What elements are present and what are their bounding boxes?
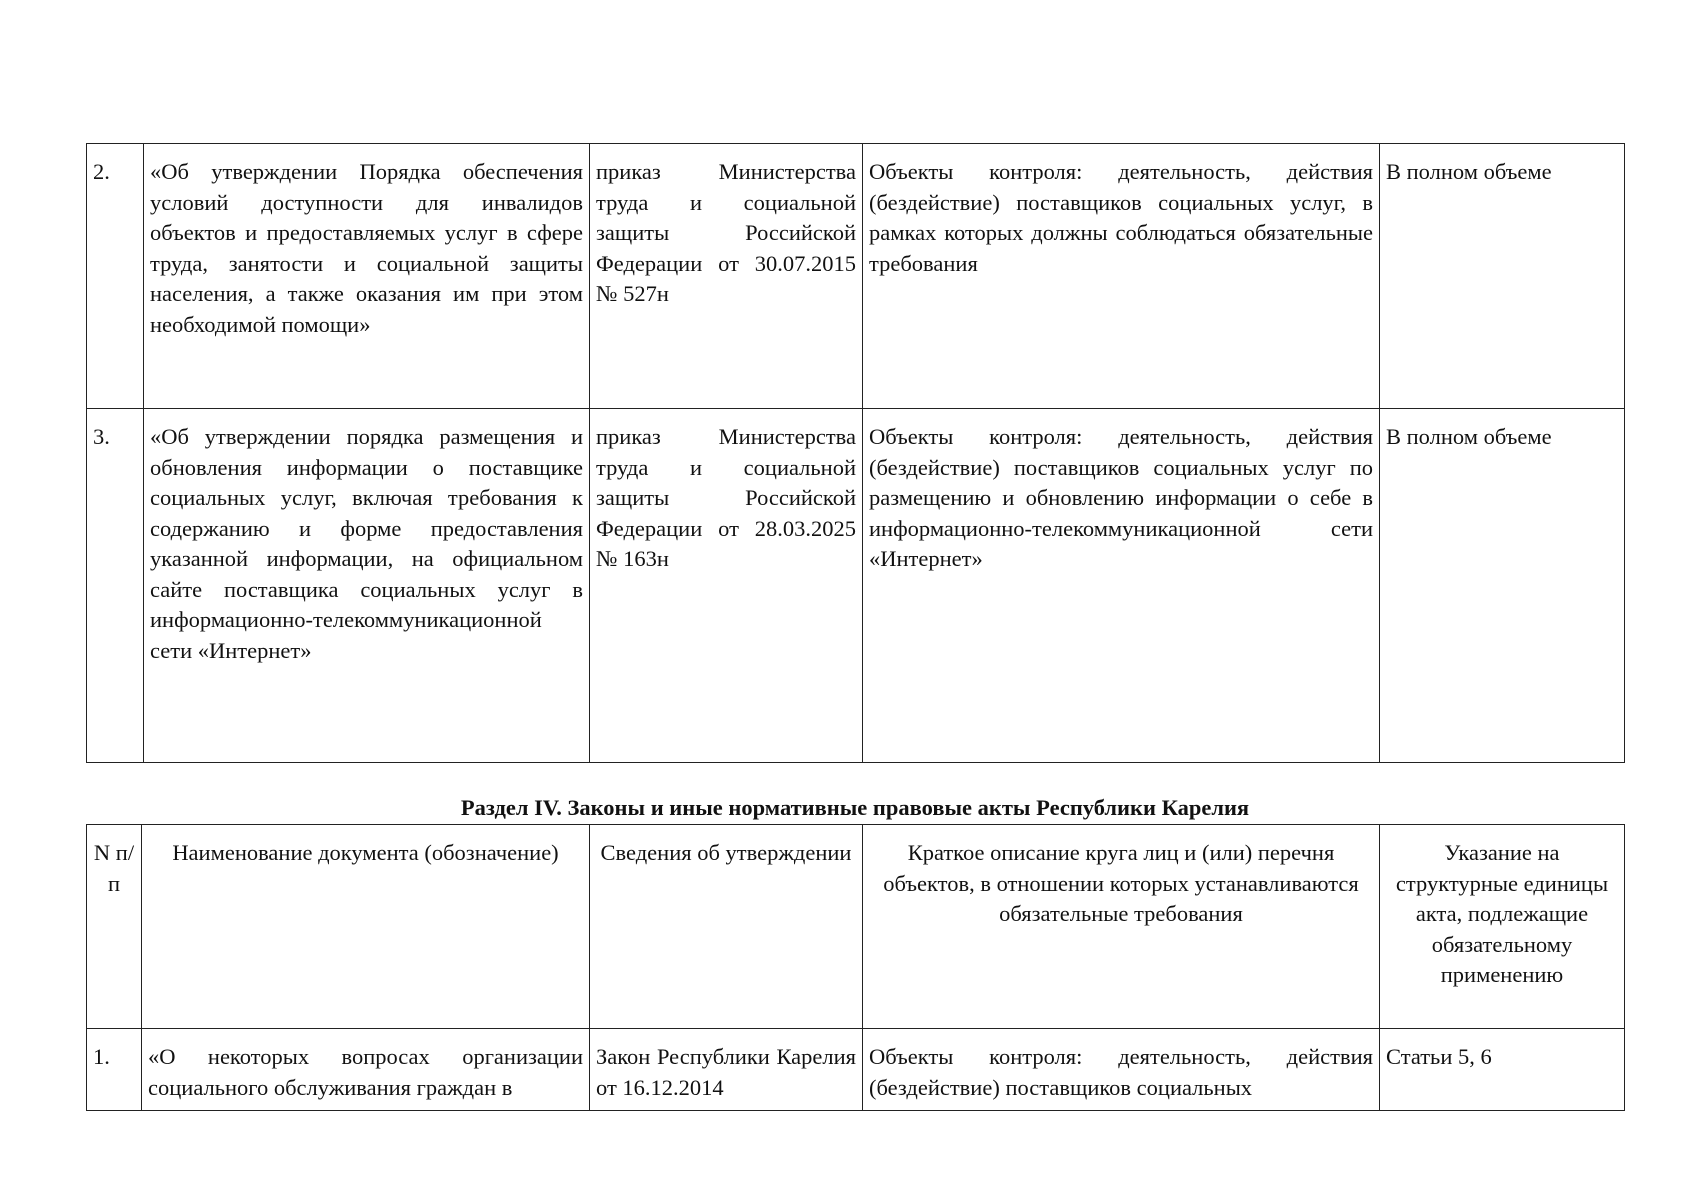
document-name-cell: «Об утверждении Порядка обеспечения условий доступности для инвалидов объектов и предоставляемых услуг в сфере труда, занятости и социальной защиты населения, а также оказания им при этом необходимой помощи»	[144, 144, 590, 409]
header-approval-info: Сведения об утверждении	[590, 825, 863, 1029]
approval-info-cell: приказ Министерства труда и социальной защиты Российской Федерации от 28.03.2025 № 163н	[590, 409, 863, 763]
table-row	[87, 409, 1625, 763]
row-number: 3.	[87, 409, 144, 763]
row-number: 1.	[87, 1029, 142, 1111]
structural-units-cell: В полном объеме	[1380, 409, 1625, 763]
requirements-table-section-3	[86, 143, 1625, 763]
document-name-cell: «О некоторых вопросах организации социального обслуживания граждан в	[142, 1029, 590, 1111]
approval-info-cell: Закон Республики Карелия от 16.12.2014	[590, 1029, 863, 1111]
description-cell: Объекты контроля: деятельность, действия (бездействие) поставщиков социальных услуг по размещению и обновлению информации о себе в информационно-телекоммуникационной сети «Интернет»	[863, 409, 1380, 763]
table-row	[87, 144, 1625, 409]
header-document-name: Наименование документа (обозначение)	[142, 825, 590, 1029]
header-description: Краткое описание круга лиц и (или) перечня объектов, в отношении которых устанавливаются обязательные требования	[863, 825, 1380, 1029]
requirements-table-section-4	[86, 824, 1625, 1111]
document-name-cell: «Об утверждении порядка размещения и обновления информации о поставщике социальных услуг, включая требования к содержанию и форме предоставления указанной информации, на официальном сайте поставщика социальных услуг в информационно-телекоммуникационной сети «Интернет»	[144, 409, 590, 763]
section-heading: Раздел IV. Законы и иные нормативные правовые акты Республики Карелия	[460, 795, 1250, 820]
header-structural-units: Указание на структурные единицы акта, подлежащие обязательному применению	[1380, 825, 1625, 1029]
table-row	[87, 1029, 1625, 1111]
header-number: N п/п	[87, 825, 142, 1029]
table-header-row	[87, 825, 1625, 1029]
approval-info-cell: приказ Министерства труда и социальной защиты Российской Федерации от 30.07.2015 № 527н	[590, 144, 863, 409]
row-number: 2.	[87, 144, 144, 409]
structural-units-cell: В полном объеме	[1380, 144, 1625, 409]
description-cell: Объекты контроля: деятельность, действия (бездействие) поставщиков социальных услуг, в рамках которых должны соблюдаться обязательные требования	[863, 144, 1380, 409]
structural-units-cell: Статьи 5, 6	[1380, 1029, 1625, 1111]
description-cell: Объекты контроля: деятельность, действия (бездействие) поставщиков социальных	[863, 1029, 1380, 1111]
